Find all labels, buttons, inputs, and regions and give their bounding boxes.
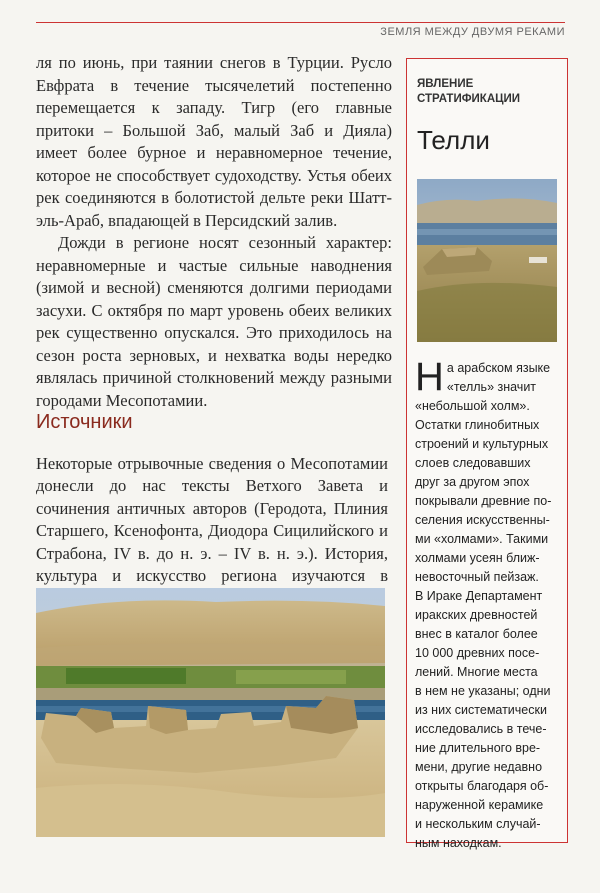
sidebar-rubric-line-1: ЯВЛЕНИЕ [417, 78, 474, 90]
paragraph-2: Дожди в регионе носят сезонный характер: неравномерные и частые сильные наводнения (зимой и весной) сменяются долгими периодами засухи. С октября по март уровень обеих великих рек существенно опускался. Это приходилось на сезон роста зерновых, и нехватка воды нередко являлась причиной столкновений между разными городами Месопотамии. [36, 233, 392, 410]
running-head [36, 22, 565, 41]
sidebar-line: ным находкам. [415, 836, 502, 850]
sidebar-box-telli [406, 58, 568, 850]
sidebar-line: «телль» значит [446, 380, 537, 394]
sidebar-line: холмами усеян ближ- [415, 551, 540, 565]
sidebar-line: мени, другие недавно [415, 760, 543, 774]
sidebar-line: ние длительного вре- [415, 741, 541, 755]
running-head-label: ЗЕМЛЯ МЕЖДУ ДВУМЯ РЕКАМИ [380, 26, 565, 38]
sidebar-line: Остатки глинобитных [415, 418, 540, 432]
photo-euphrates-ruins-image [36, 588, 385, 837]
photo-tell-landscape-image [417, 179, 557, 342]
photo-euphrates-ruins [36, 588, 385, 837]
sidebar-line: «небольшой холм». [415, 399, 530, 413]
sidebar-text [415, 355, 559, 853]
sidebar-line: друг за другом эпох [415, 475, 530, 489]
paragraph-3: Некоторые отрывочные сведения о Месопотамии донесли до нас тексты Ветхого Завета и сочинения античных авторов (Геродота, Плиния Старшего, Ксенофонта, Диодора Сицилийского и Страбона, IV в. до н. э. – IV в. н. э.). История, культура и искусство региона изучаются в [36, 453, 388, 585]
sidebar-line: из них систематически [415, 703, 547, 717]
sidebar-line: строений и культурных [415, 437, 549, 451]
sidebar-line: В Ираке Департамент [415, 589, 543, 603]
sidebar-rubric-line-2: СТРАТИФИКАЦИИ [417, 93, 521, 105]
sidebar-rubric [417, 77, 520, 107]
sidebar-dropcap: Н [415, 355, 444, 399]
photo-tell-landscape [417, 179, 557, 342]
sidebar-line: покрывали древние по- [415, 494, 552, 508]
section-heading-sources: Источники [36, 411, 133, 433]
sidebar-line: внес в каталог более [415, 627, 538, 641]
sidebar-line: лений. Многие места [415, 665, 538, 679]
sidebar-title: Телли [417, 125, 490, 155]
sidebar-line: иракских древностей [415, 608, 538, 622]
sidebar-line: открыты благодаря об- [415, 779, 549, 793]
sidebar-line: невосточный пейзаж. [415, 570, 539, 584]
main-text-block-1 [36, 52, 392, 412]
sidebar-line: исследовались в тече- [415, 722, 547, 736]
sidebar-line: а арабском языке [446, 361, 551, 375]
sidebar-line: слоев следовавших [415, 456, 531, 470]
sidebar-line: селения искусственны- [415, 513, 550, 527]
sidebar-line: и нескольким случай- [415, 817, 541, 831]
sidebar-line: ми «холмами». Такими [415, 532, 549, 546]
paragraph-1: ля по июнь, при таянии снегов в Турции. Русло Евфрата в течение тысячелетий постепенно перемещается к западу. Тигр (его главные притоки – Большой Заб, малый Заб и Дияла) имеет более бурное и неравномерное течение, которое не способствует судоходству. Устья обеих рек соединяются в болотистой дельте реки Шатт-эль-Араб, впадающей в Персидский залив. [36, 53, 392, 230]
sidebar-line: наруженной керамике [415, 798, 544, 812]
sidebar-line: 10 000 древних посе- [415, 646, 540, 660]
sidebar-line: в нем не указаны; одни [415, 684, 551, 698]
